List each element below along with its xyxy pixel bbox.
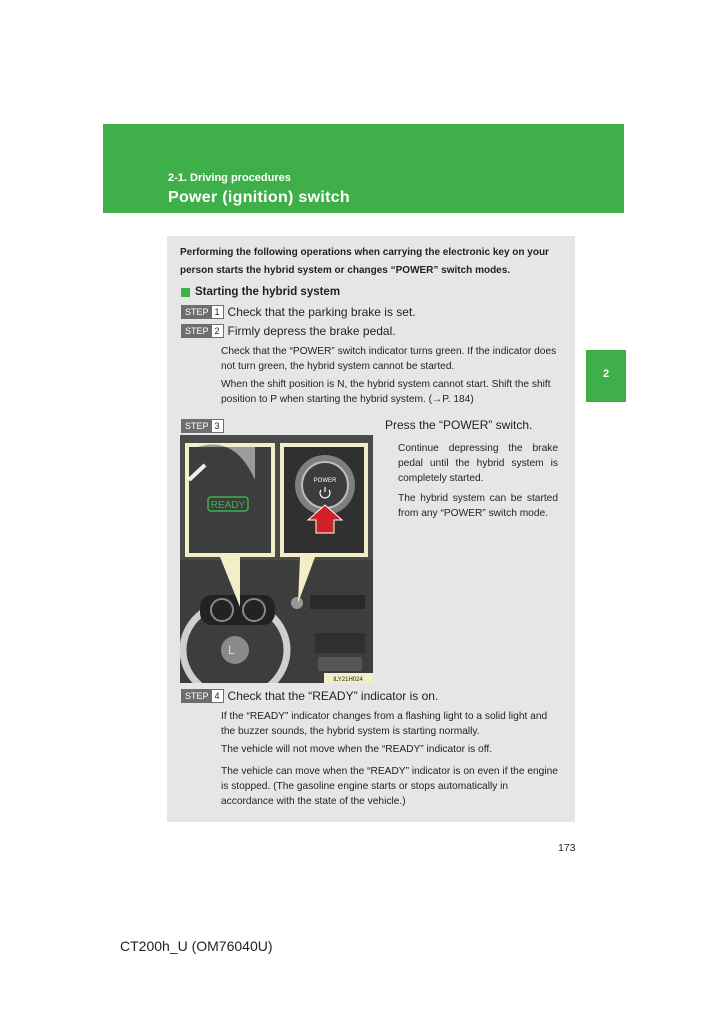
step-badge-word: STEP [182,420,212,432]
note-4b: The vehicle will not move when the “READY” indicator is off. [221,744,493,755]
subheading [181,286,340,298]
step-badge [181,305,224,319]
note-2a: Check that the “POWER” switch indicator turns green. If the indicator does not turn green, the hybrid system cannot be started. [221,346,557,372]
note-3a: Continue depressing the brake pedal until the hybrid system is completely started. [398,443,558,484]
footer-model-code: CT200h_U (OM76040U) [120,938,273,954]
step-badge-word: STEP [182,690,212,702]
step-badge-word: STEP [182,306,212,318]
green-square-icon [181,288,190,297]
note-2b: When the shift position is N, the hybrid system cannot start. Shift the shift position to P when starting the hybrid system. (→P. 184) [221,379,551,405]
step-3-text: Press the “POWER” switch. [385,418,533,432]
page-title: Power (ignition) switch [168,189,351,206]
svg-text:L: L [228,643,235,657]
step-2 [181,324,396,338]
figure-code: ILY21H024 [333,677,363,683]
step-badge-number: 3 [212,420,223,432]
chapter-tab-number: 2 [602,368,610,380]
power-button-label: POWER [313,478,337,484]
step-text: Check that the “READY” indicator is on. [227,689,439,703]
step-1 [181,305,416,319]
step-badge-number: 1 [212,306,223,318]
step-text: Firmly depress the brake pedal. [227,324,396,338]
step-badge [181,324,224,338]
chapter-tab[interactable] [586,350,626,402]
ready-indicator-label: READY [210,500,246,511]
step-4 [181,689,438,703]
page-number: 173 [558,842,576,854]
step-badge-word: STEP [182,325,212,337]
step-badge [181,689,224,703]
intro-text: Performing the following operations when carrying the electronic key on your person starts the hybrid system or changes “POWER” switch modes. [180,247,549,276]
step-badge-number: 2 [212,325,223,337]
dashboard-illustration [180,435,373,683]
chapter-header [103,124,624,213]
section-label: 2-1. Driving procedures [168,172,291,184]
note-4a: If the “READY” indicator changes from a flashing light to a solid light and the buzzer sounds, the hybrid system is starting normally. [221,711,548,737]
subheading-text: Starting the hybrid system [195,286,341,298]
step-text: Check that the parking brake is set. [227,305,416,319]
note-3b: The hybrid system can be started from any “POWER” switch mode. [398,493,558,519]
note-4c: The vehicle can move when the “READY” indicator is on even if the engine is stopped. (The gasoline engine starts or stops automatically in accordance with the state of the vehicle.) [221,766,558,807]
step-badge [181,419,224,433]
step-3-badge-row [181,419,224,433]
power-switch-illustration [180,435,373,683]
step-badge-number: 4 [212,690,223,702]
